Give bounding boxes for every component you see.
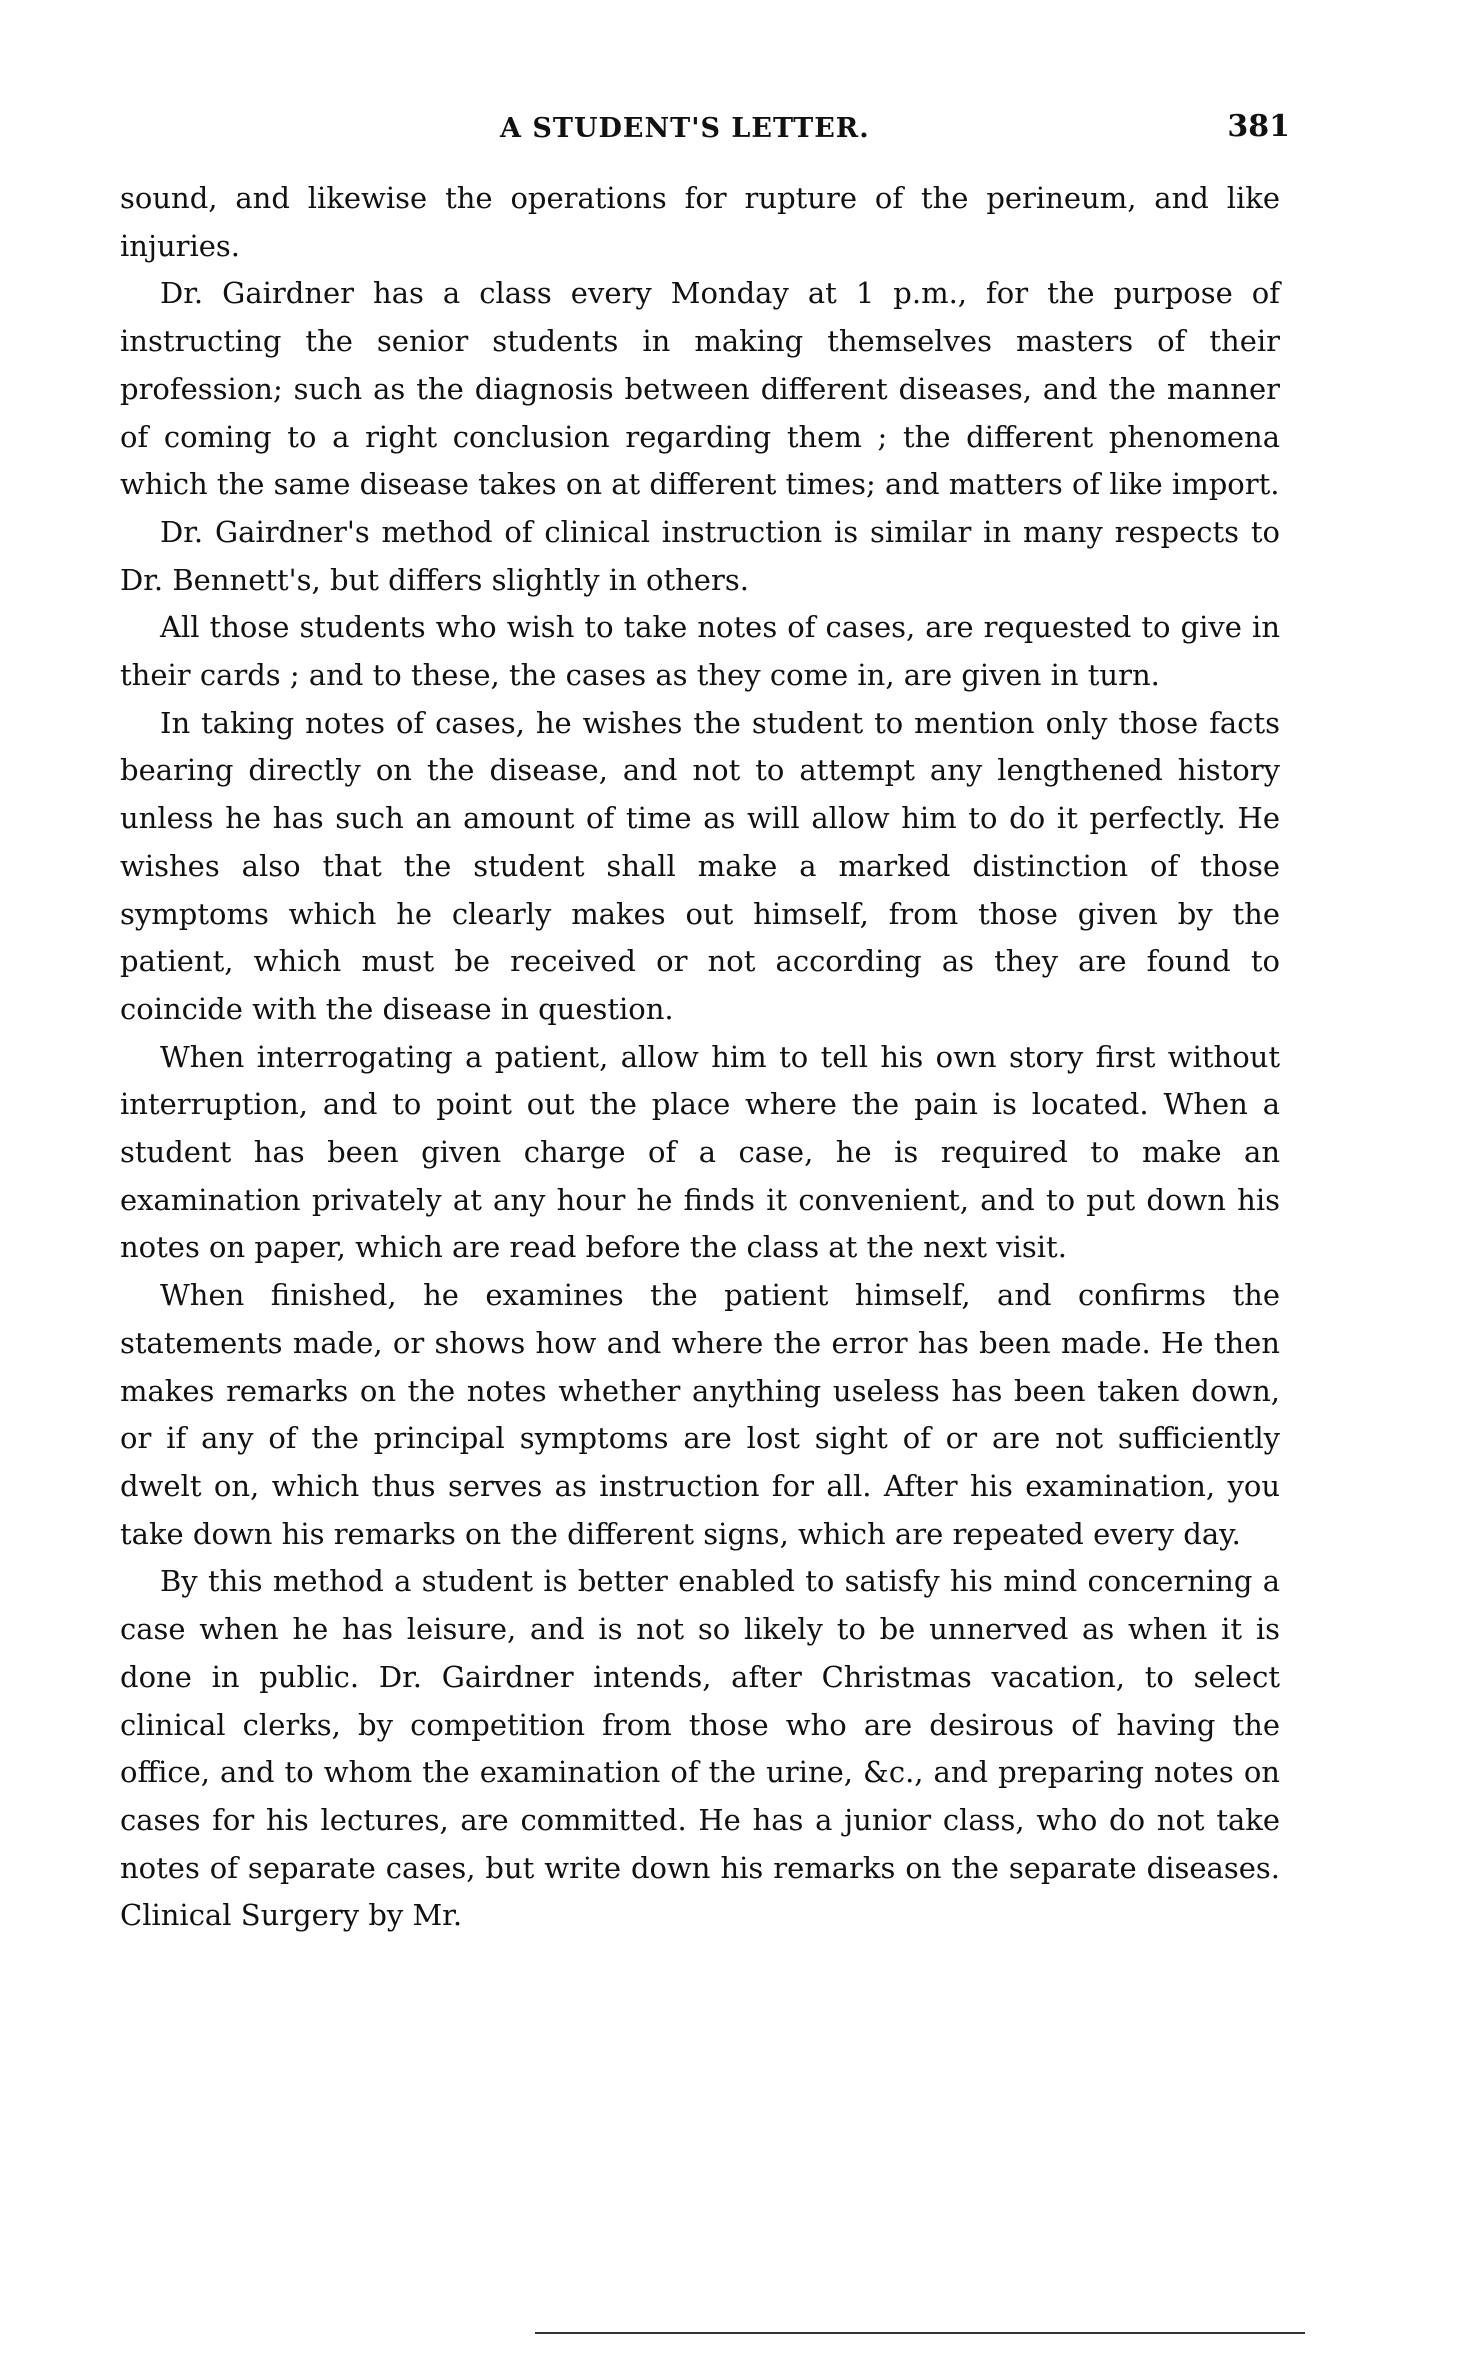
page (120, 105, 1290, 1940)
page-number: 381 (1227, 109, 1290, 144)
page-header (120, 105, 1290, 157)
running-head: A STUDENT'S LETTER. (500, 113, 870, 144)
paragraph: Dr. Gairdner's method of clinical instruction is similar in many respects to Dr. Bennett's, but differs slightly in others. (120, 514, 1280, 597)
paragraph: By this method a student is better enabled to satisfy his mind concerning a case when he has leisure, and is not so likely to be unnerved as when it is done in public. Dr. Gairdner intends, after Christmas vacation, to select clinical clerks, by competition from those who are desirous of having the office, and to whom the examination of the urine, &c., and preparing notes on cases for his lectures, are committed. He has a junior class, who do not take notes of separate cases, but write down his remarks on the separate diseases. Clinical Surgery by Mr. (120, 1564, 1280, 1933)
paragraph: When finished, he examines the patient himself, and confirms the statements made, or shows how and where the error has been made. He then makes remarks on the notes whether anything useless has been taken down, or if any of the principal symptoms are lost sight of or are not sufficiently dwelt on, which thus serves as instruction for all. After his examination, you take down his remarks on the different signs, which are repeated every day. (120, 1278, 1280, 1551)
paragraph: In taking notes of cases, he wishes the student to mention only those facts bearing directly on the disease, and not to attempt any lengthened history unless he has such an amount of time as will allow him to do it perfectly. He wishes also that the student shall make a marked distinction of those symptoms which he clearly makes out himself, from those given by the patient, which must be received or not according as they are found to coincide with the disease in question. (120, 705, 1280, 1026)
body-text (120, 175, 1280, 1940)
paragraph: All those students who wish to take notes of cases, are requested to give in their cards ; and to these, the cases as they come in, are given in turn. (120, 610, 1280, 693)
bottom-rule (535, 2332, 1305, 2334)
paragraph: When interrogating a patient, allow him to tell his own story first without interruption, and to point out the place where the pain is located. When a student has been given charge of a case, he is required to make an examination privately at any hour he finds it convenient, and to put down his notes on paper, which are read before the class at the next visit. (120, 1039, 1280, 1265)
paragraph: sound, and likewise the operations for rupture of the perineum, and like injuries. (120, 181, 1280, 263)
paragraph: Dr. Gairdner has a class every Monday at 1 p.m., for the purpose of instructing the senior students in making themselves masters of their profession; such as the diagnosis between different diseases, and the manner of coming to a right conclusion regarding them ; the different phenomena which the same disease takes on at different times; and matters of like import. (120, 276, 1280, 502)
